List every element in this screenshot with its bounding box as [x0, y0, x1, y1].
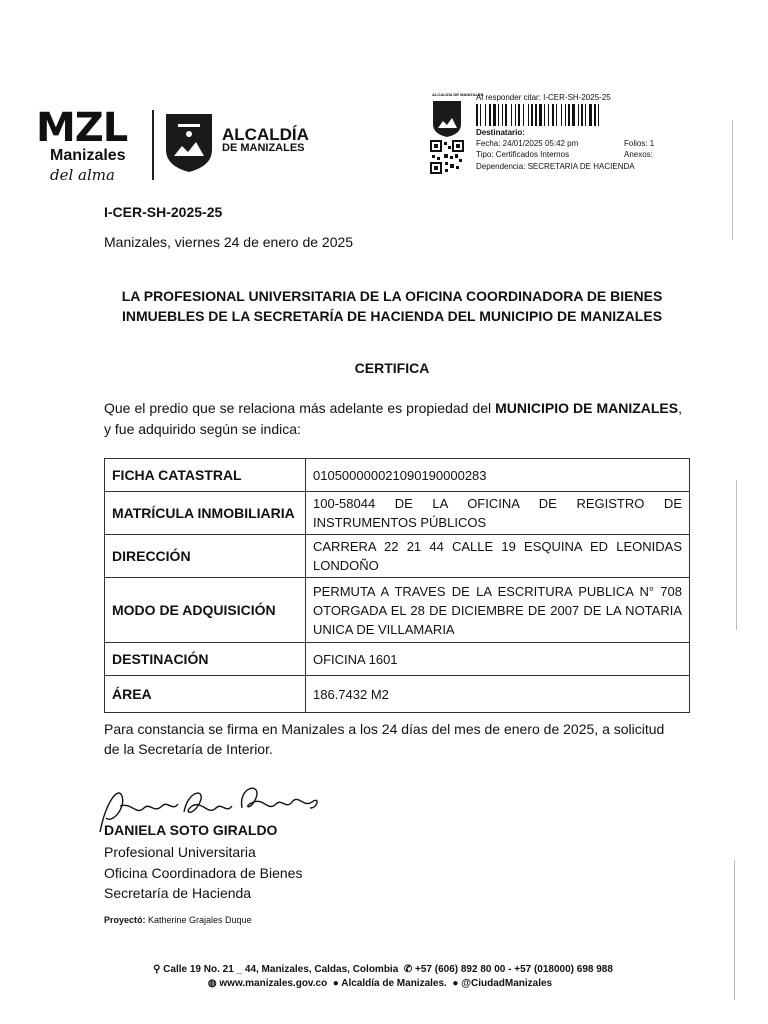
mzl-logo-tagline: del alma	[50, 166, 115, 184]
qr-code-icon	[430, 140, 464, 174]
table-row	[105, 676, 690, 713]
stamp-dependencia: Dependencia: SECRETARIA DE HACIENDA	[476, 162, 635, 171]
document-date: Manizales, viernes 24 de enero de 2025	[104, 234, 354, 250]
table-value: OFICINA 1601	[306, 643, 690, 676]
phone-icon: ✆	[401, 964, 413, 975]
table-label: MATRÍCULA INMOBILIARIA	[105, 492, 306, 535]
table-label: DIRECCIÓN	[105, 535, 306, 578]
table-row	[105, 492, 690, 535]
scan-artifact-line	[732, 120, 733, 240]
stamp-folios: Folios: 1	[624, 139, 655, 148]
stamp-shield-icon	[432, 100, 462, 138]
mzl-logo-letters: MZL	[36, 105, 128, 151]
alcaldia-title: ALCALDÍA	[222, 125, 309, 144]
table-row	[105, 535, 690, 578]
table-row	[105, 578, 690, 643]
social-icon: ●	[449, 978, 459, 989]
header-divider	[152, 110, 154, 180]
stamp-responder: Al responder citar: I-CER-SH-2025-25	[476, 93, 611, 102]
proyecto-name: Katherine Grajales Duque	[145, 915, 252, 925]
signer-department: Secretaría de Hacienda	[104, 885, 252, 901]
table-label: ÁREA	[105, 676, 306, 713]
table-value: PERMUTA A TRAVES DE LA ESCRITURA PUBLICA N° 708 OTORGADA EL 28 DE DICIEMBRE DE 2007 DE LA NOTARIA UNICA DE VILLAMARIA	[306, 578, 690, 643]
table-value: 100-58044 DE LA OFICINA DE REGISTRO DE INSTRUMENTOS PÚBLICOS	[306, 492, 690, 535]
intro-text-2: , y fue adquirido según se indica:	[104, 400, 682, 437]
table-value: CARRERA 22 21 44 CALLE 19 ESQUINA ED LEONIDAS LONDOÑO	[306, 535, 690, 578]
signer-office: Oficina Coordinadora de Bienes	[104, 864, 303, 881]
stamp-tipo: Tipo: Certificados Internos	[476, 150, 570, 159]
intro-text-1: Que el predio que se relaciona más adelante es propiedad del	[104, 400, 496, 416]
globe-icon: ◍	[207, 978, 217, 989]
document-heading: LA PROFESIONAL UNIVERSITARIA DE LA OFICINA COORDINADORA DE BIENES INMUEBLES DE LA SECRETARÍA DE HACIENDA DEL MUNICIPIO DE MANIZALES	[121, 288, 663, 324]
stamp-mini-logo-text: ALCALDÍA DE MANIZALES	[432, 92, 484, 97]
scan-artifact-line	[736, 480, 737, 630]
footer-contact	[138, 964, 628, 975]
proyecto-line	[104, 915, 252, 925]
alcaldia-subtitle: DE MANIZALES	[222, 142, 305, 154]
alcaldia-shield-icon	[164, 112, 214, 174]
property-table	[104, 458, 690, 713]
signer-name: DANIELA SOTO GIRALDO	[104, 822, 278, 838]
intro-bold-text: MUNICIPIO DE MANIZALES	[495, 400, 679, 416]
document-reference: I-CER-SH-2025-25	[104, 204, 223, 220]
certifica-title: CERTIFICA	[354, 360, 430, 376]
footer-address: Calle 19 No. 21 _ 44, Manizales, Caldas, Colombia	[163, 964, 399, 975]
proyecto-label: Proyectó:	[104, 915, 146, 925]
footer-facebook[interactable]: Alcaldía de Manizales.	[341, 978, 447, 989]
location-pin-icon: ⚲	[153, 964, 161, 975]
table-label: MODO DE ADQUISICIÓN	[105, 578, 306, 643]
signer-role: Profesional Universitaria	[104, 844, 256, 860]
scan-artifact-line	[734, 860, 735, 1000]
footer-website[interactable]: www.manizales.gov.co	[219, 978, 328, 989]
signer-details	[104, 842, 302, 904]
footer-phone: +57 (606) 892 80 00 - +57 (018000) 698 988	[415, 964, 613, 975]
table-row	[105, 459, 690, 492]
footer-web	[170, 978, 590, 989]
table-label: DESTINACIÓN	[105, 643, 306, 676]
mzl-logo	[36, 105, 146, 188]
facebook-icon: ●	[329, 978, 339, 989]
intro-paragraph	[104, 398, 682, 440]
table-label: FICHA CATASTRAL	[105, 459, 306, 492]
mzl-logo-manizales: Manizales	[50, 147, 126, 164]
table-value: 186.7432 M2	[306, 676, 690, 713]
footer-social[interactable]: @CiudadManizales	[461, 978, 553, 989]
closing-paragraph: Para constancia se firma en Manizales a los 24 días del mes de enero de 2025, a solicitud de la Secretaría de Interior.	[104, 721, 665, 757]
stamp-anexos: Anexos:	[624, 150, 653, 159]
stamp-fecha: Fecha: 24/01/2025 05:42 pm	[476, 139, 579, 148]
table-value: 010500000021090190000283	[306, 459, 690, 492]
barcode-icon	[476, 104, 664, 126]
stamp-destinatario: Destinatario:	[476, 128, 525, 137]
table-row	[105, 643, 690, 676]
